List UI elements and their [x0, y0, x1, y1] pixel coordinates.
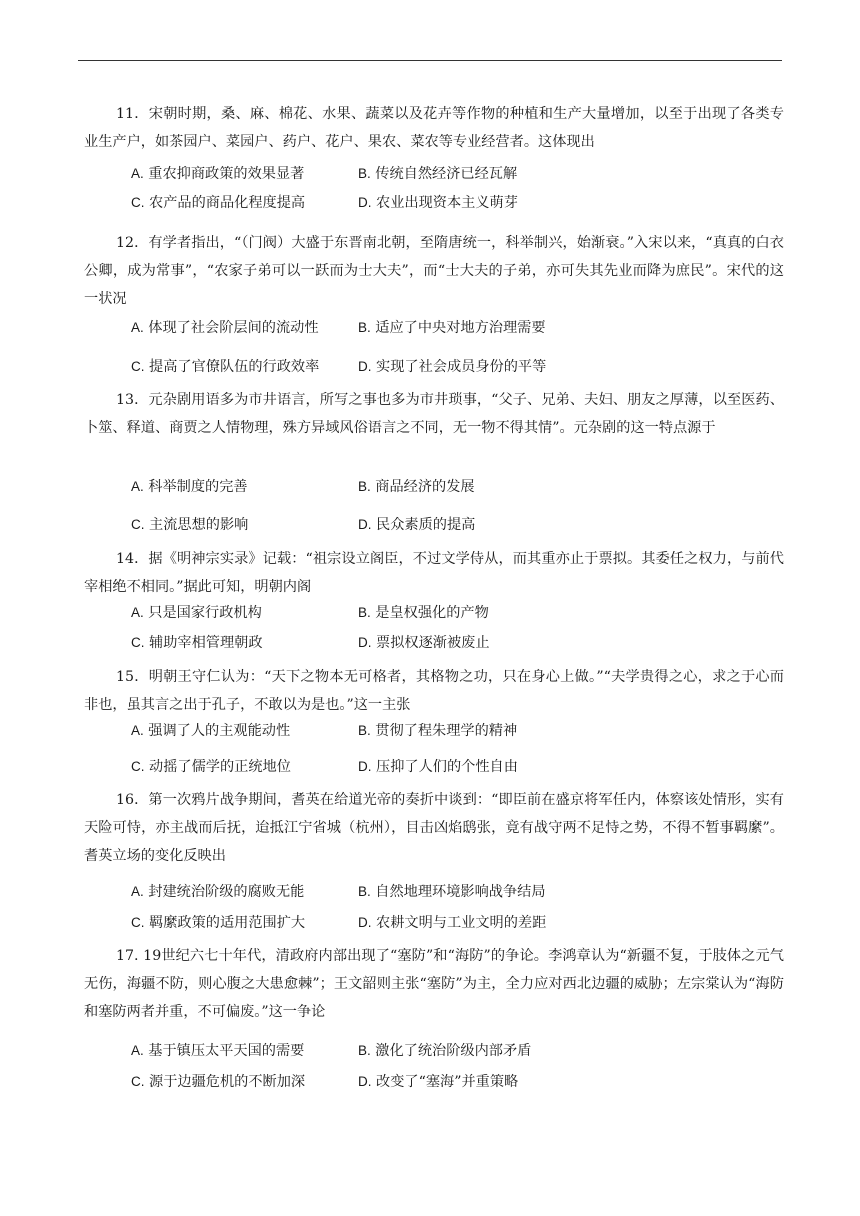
option-b: B. 激化了统治阶级内部矛盾: [358, 1043, 532, 1059]
question-stem: 11．宋朝时期，桑、麻、棉花、水果、蔬菜以及花卉等作物的种植和生产大量增加，以至于出现了各类专业生产户，如茶园户、菜园户、药户、花户、果农、菜农等专业经营者。这体现出: [84, 106, 784, 150]
option-a: A. 重农抑商政策的效果显著: [131, 166, 305, 182]
option-b: B. 贯彻了程朱理学的精神: [358, 723, 518, 739]
question-12: [84, 229, 784, 313]
question-stem: 13．元杂剧用语多为市井语言，所写之事也多为市井琐事，“父子、兄弟、夫妇、朋友之厚薄，以至医药、卜筮、释道、商贾之人情物理，殊方异域风俗语言之不同，无一物不得其情”。元杂剧的这一特点源于: [84, 392, 784, 436]
question-stem: 12．有学者指出，“（门阀）大盛于东晋南北朝，至隋唐统一，科举制兴，始渐衰。”入宋以来，“真真的白衣公卿，成为常事”，“农家子弟可以一跃而为士大夫”，而“士大夫的子弟，亦可失其先业而降为庶民”。宋代的这一状况: [84, 235, 784, 307]
option-d: D. 压抑了人们的个性自由: [358, 759, 518, 775]
option-a: A. 基于镇压太平天国的需要: [131, 1043, 305, 1059]
option-b: B. 适应了中央对地方治理需要: [358, 320, 546, 336]
option-a: A. 科举制度的完善: [131, 479, 248, 495]
question-17: [84, 942, 784, 1026]
question-13: [84, 386, 784, 442]
option-b: B. 自然地理环境影响战争结局: [358, 884, 546, 900]
option-d: D. 民众素质的提高: [358, 517, 476, 533]
option-a: A. 只是国家行政机构: [131, 605, 262, 621]
question-15: [84, 663, 784, 719]
option-d: D. 实现了社会成员身份的平等: [358, 359, 547, 375]
option-c: C. 动摇了儒学的正统地位: [131, 759, 291, 775]
option-b: B. 商品经济的发展: [358, 479, 475, 495]
option-c: C. 源于边疆危机的不断加深: [131, 1074, 306, 1090]
question-11: [84, 100, 784, 156]
option-d: D. 农耕文明与工业文明的差距: [358, 915, 547, 931]
question-stem: 15．明朝王守仁认为：“天下之物本无可格者，其格物之功，只在身心上做。”“夫学贵得之心，求之于心而非也，虽其言之出于孔子，不敢以为是也。”这一主张: [84, 669, 784, 713]
option-c: C. 辅助宰相管理朝政: [131, 635, 263, 651]
option-b: B. 传统自然经济已经瓦解: [358, 166, 518, 182]
question-14: [84, 545, 784, 601]
option-a: A. 强调了人的主观能动性: [131, 723, 291, 739]
option-d: D. 票拟权逐渐被废止: [358, 635, 490, 651]
question-16: [84, 786, 784, 870]
question-stem: 17. 19世纪六七十年代，清政府内部出现了“塞防”和“海防”的争论。李鸿章认为“新疆不复，于肢体之元气无伤，海疆不防，则心腹之大患愈棘”；王文韶则主张“塞防”为主，全力应对西北边疆的威胁；左宗棠认为“海防和塞防两者并重，不可偏废。”这一争论: [84, 948, 784, 1020]
option-c: C. 农产品的商品化程度提高: [131, 195, 306, 211]
option-a: A. 封建统治阶级的腐败无能: [131, 884, 305, 900]
option-d: D. 改变了“塞海”并重策略: [358, 1074, 519, 1090]
question-stem: 16．第一次鸦片战争期间，耆英在给道光帝的奏折中谈到：“即臣前在盛京将军任内，体察该处情形，实有天险可恃，亦主战而后抚，迨抵江宁省城（杭州），目击凶焰鸱张，竟有战守两不足恃之势，不得不暂事羁縻”。耆英立场的变化反映出: [84, 792, 784, 864]
option-a: A. 体现了社会阶层间的流动性: [131, 320, 319, 336]
option-b: B. 是皇权强化的产物: [358, 605, 489, 621]
option-c: C. 羁縻政策的适用范围扩大: [131, 915, 306, 931]
option-d: D. 农业出现资本主义萌芽: [358, 195, 518, 211]
option-c: C. 提高了官僚队伍的行政效率: [131, 359, 320, 375]
option-c: C. 主流思想的影响: [131, 517, 249, 533]
question-stem: 14．据《明神宗实录》记载：“祖宗设立阁臣，不过文学侍从，而其重亦止于票拟。其委任之权力，与前代宰相绝不相同。”据此可知，明朝内阁: [84, 551, 784, 595]
header-rule: [78, 60, 782, 61]
